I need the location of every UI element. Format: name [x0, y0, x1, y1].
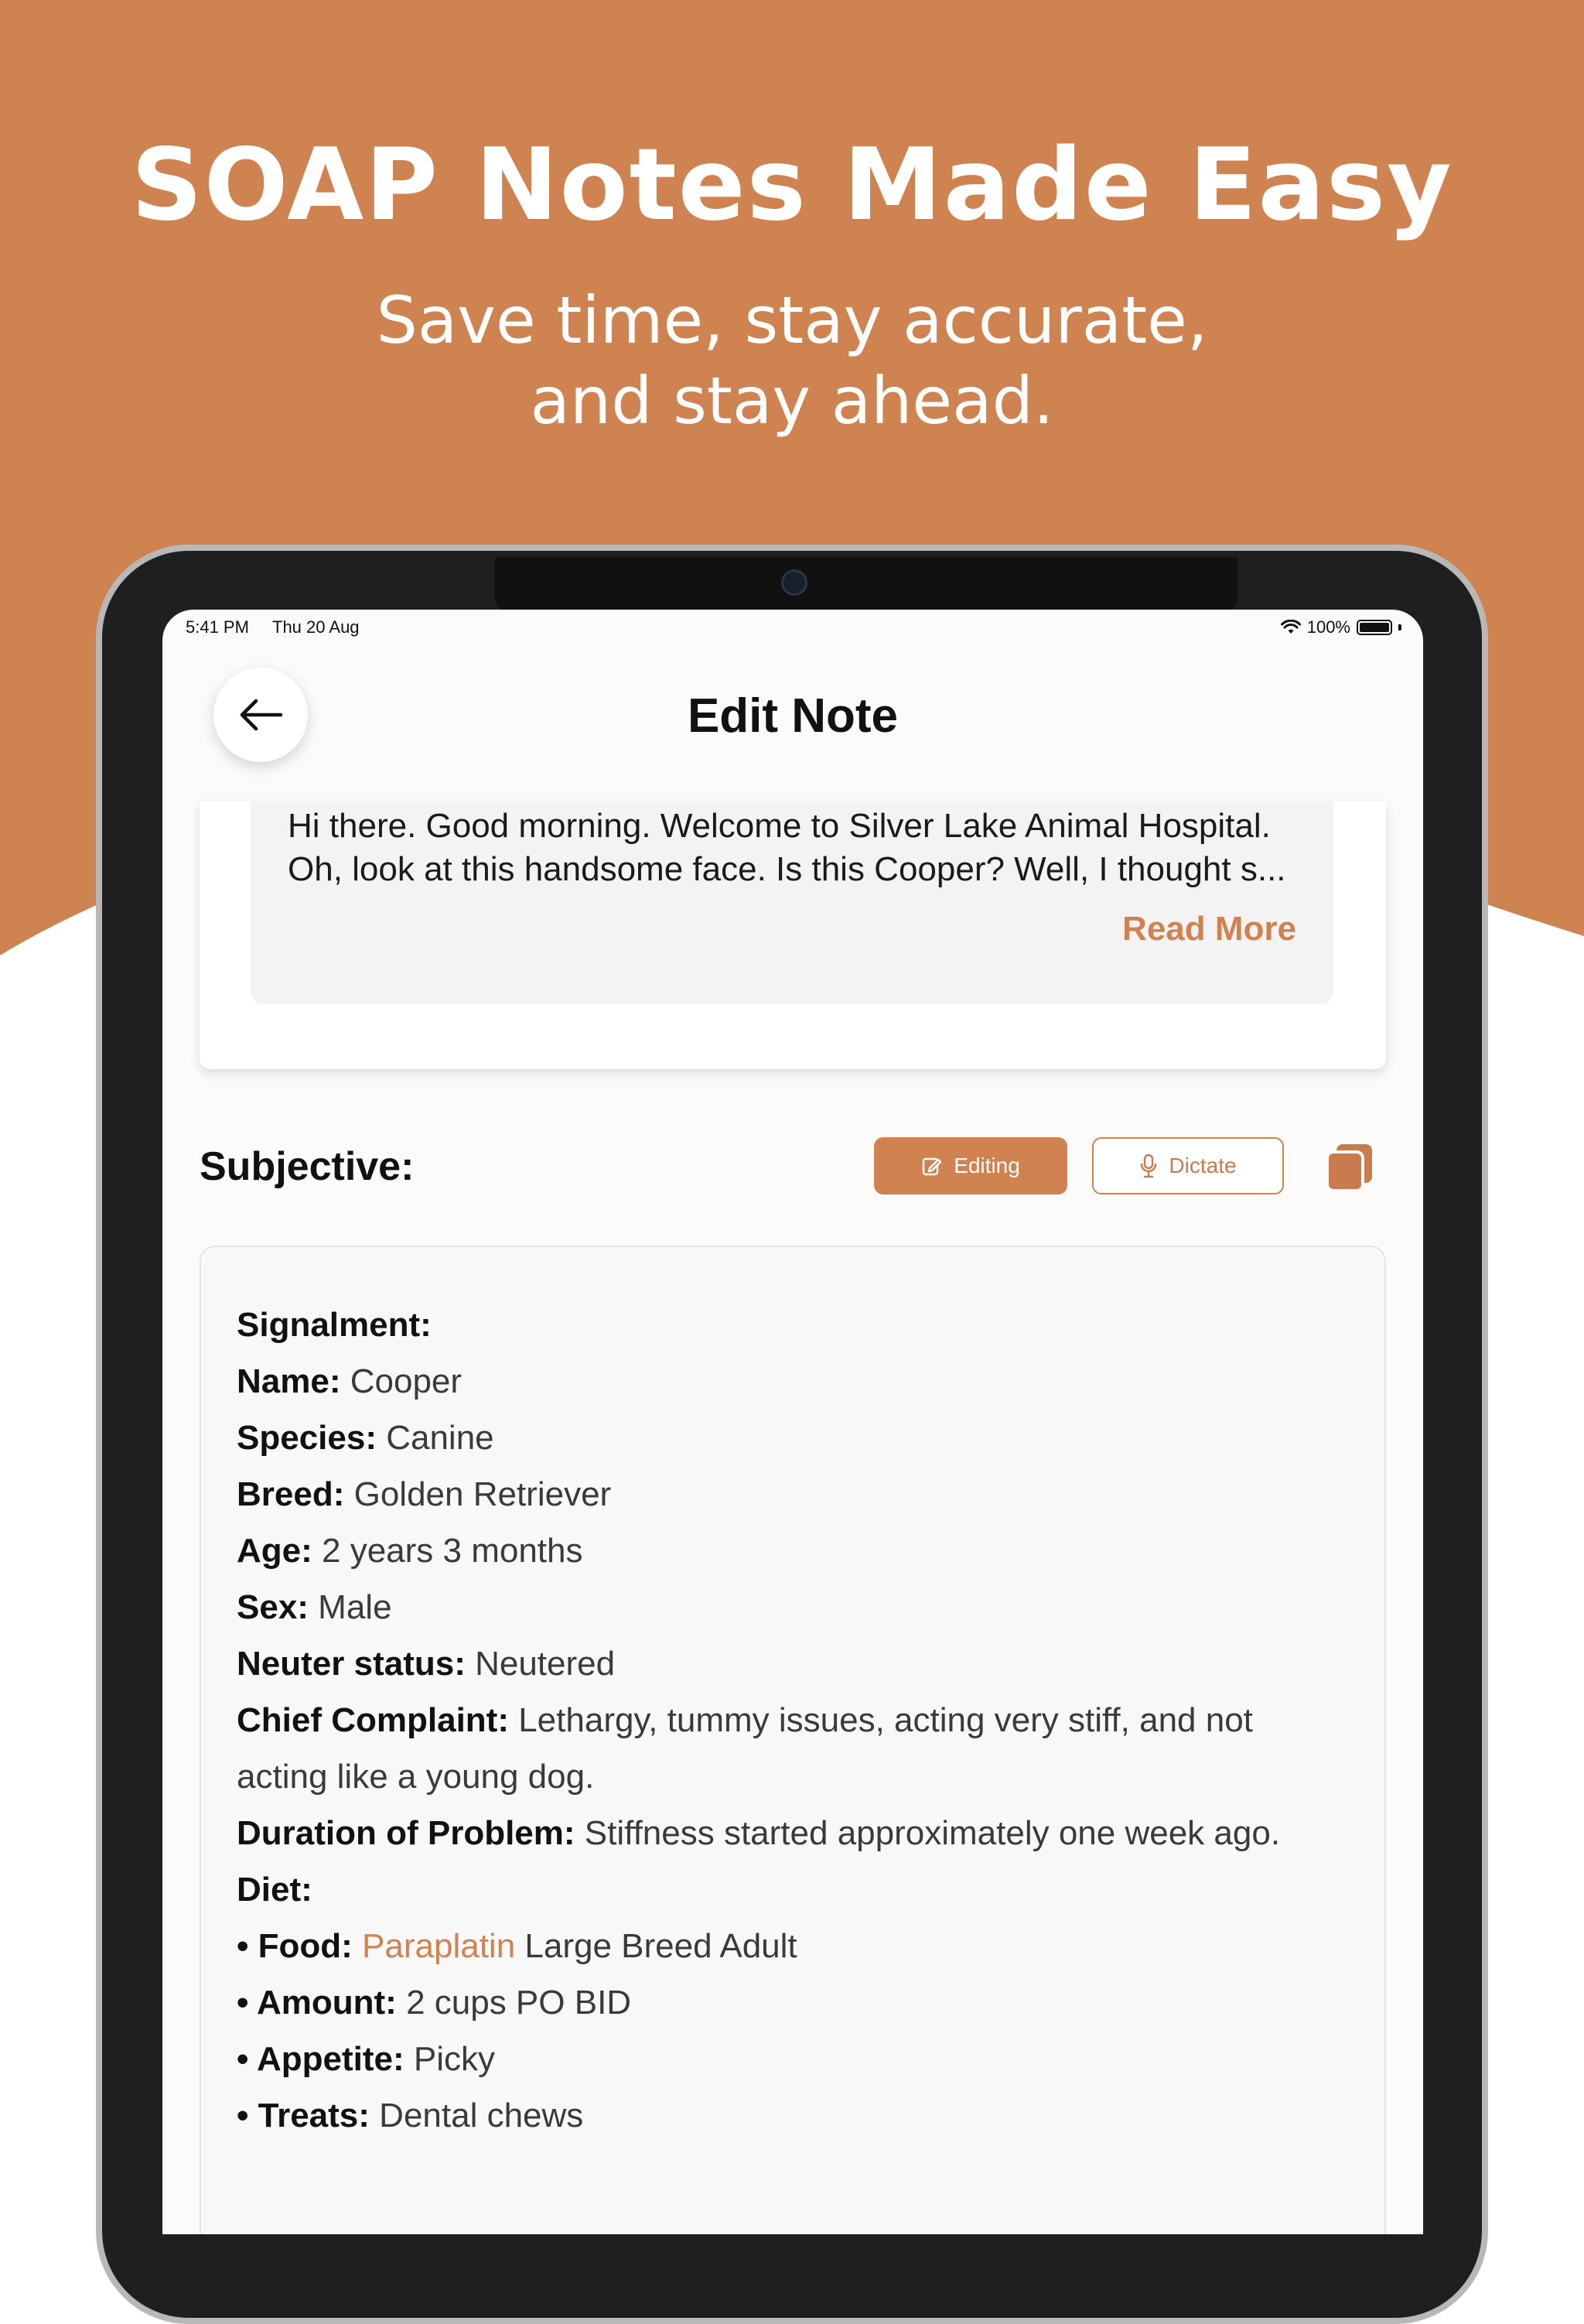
hero-headline: SOAP Notes Made Easy [131, 128, 1453, 243]
duration-row: Duration of Problem: Stiffness started approximately one week ago. [237, 1814, 1281, 1852]
status-time: 5:41 PM [186, 617, 249, 637]
copy-button[interactable] [1323, 1140, 1377, 1194]
dictate-button[interactable] [1092, 1137, 1284, 1194]
breed-row: Breed: Golden Retriever [237, 1475, 612, 1513]
wifi-icon [1281, 620, 1301, 635]
page-title: Edit Note [687, 689, 899, 743]
transcript-text: Hi there. Good morning. Welcome to Silver Lake Animal Hospital. Oh, look at this handsome face. Is this Cooper? Well, I thought s... [288, 807, 1286, 888]
status-right [1281, 617, 1401, 637]
microphone-icon [1139, 1153, 1158, 1178]
amount-row: • Amount: 2 cups PO BID [237, 1984, 632, 2022]
subjective-content[interactable] [200, 1246, 1386, 2234]
diet-heading: Diet: [237, 1871, 312, 1909]
status-date: Thu 20 Aug [272, 617, 360, 637]
species-row: Species: Canine [237, 1419, 494, 1457]
editing-button-label: Editing [954, 1153, 1020, 1177]
camera-icon [781, 569, 807, 596]
sex-row: Sex: Male [237, 1588, 392, 1626]
signalment-heading: Signalment: [237, 1306, 432, 1344]
section-title: Subjective: [200, 1144, 415, 1189]
neuter-row: Neuter status: Neutered [237, 1645, 616, 1683]
tablet-screen [162, 610, 1423, 2234]
transcript-preview [251, 801, 1333, 1004]
transcript-card [200, 801, 1386, 1069]
read-more-link[interactable]: Read More [1122, 910, 1296, 948]
hero-subhead-line2: and stay ahead. [530, 363, 1054, 439]
dictate-button-label: Dictate [1169, 1153, 1237, 1177]
copy-icon [1323, 1140, 1377, 1194]
age-row: Age: 2 years 3 months [237, 1532, 583, 1570]
battery-icon [1357, 620, 1392, 635]
tablet-top-bezel [495, 557, 1238, 613]
treats-row: • Treats: Dental chews [237, 2097, 584, 2134]
appetite-row: • Appetite: Picky [237, 2040, 496, 2078]
battery-percent: 100% [1306, 617, 1350, 637]
name-row: Name: Cooper [237, 1362, 463, 1400]
hero-subhead-line1: Save time, stay accurate, [376, 282, 1208, 358]
complaint-row: Chief Complaint: Lethargy, tummy issues, acting very stiff, and not acting like a young dog. [237, 1701, 1253, 1796]
editing-button[interactable] [874, 1137, 1067, 1194]
food-row: • Food: Paraplatin Large Breed Adult [237, 1927, 797, 1965]
hero-subhead [0, 280, 1584, 441]
pencil-icon [921, 1155, 943, 1177]
